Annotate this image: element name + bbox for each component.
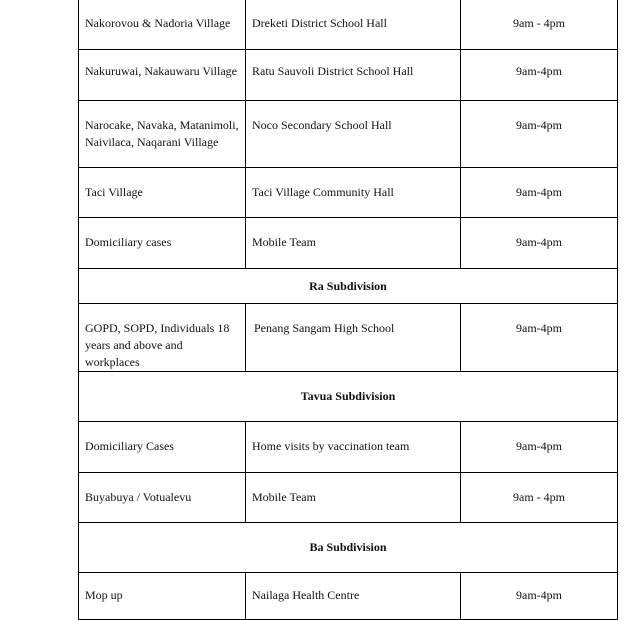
table-row <box>79 50 618 101</box>
time-cell: 9am-4pm <box>461 304 618 372</box>
section-header-row <box>79 372 618 422</box>
time-cell: 9am - 4pm <box>461 0 618 50</box>
area-cell: Domiciliary Cases <box>79 422 246 473</box>
section-title: Ba Subdivision <box>79 523 618 573</box>
table-row <box>79 168 618 218</box>
vaccination-schedule-table <box>78 0 618 620</box>
venue-cell: Ratu Sauvoli District School Hall <box>246 50 461 101</box>
area-cell: Mop up <box>79 573 246 620</box>
table-body <box>79 0 618 620</box>
area-cell: Buyabuya / Votualevu <box>79 473 246 523</box>
time-cell: 9am-4pm <box>461 50 618 101</box>
venue-cell: Mobile Team <box>246 218 461 269</box>
table-row <box>79 218 618 269</box>
venue-cell: Noco Secondary School Hall <box>246 101 461 168</box>
time-cell: 9am-4pm <box>461 218 618 269</box>
table-row <box>79 0 618 50</box>
venue-cell: Home visits by vaccination team <box>246 422 461 473</box>
area-cell: Domiciliary cases <box>79 218 246 269</box>
area-cell: Nakuruwai, Nakauwaru Village <box>79 50 246 101</box>
table-row <box>79 573 618 620</box>
venue-cell: Mobile Team <box>246 473 461 523</box>
section-header-row <box>79 523 618 573</box>
area-cell: Narocake, Navaka, Matanimoli, Naivilaca, Naqarani Village <box>79 101 246 168</box>
area-cell: Nakorovou & Nadoria Village <box>79 0 246 50</box>
time-cell: 9am-4pm <box>461 168 618 218</box>
area-cell: Taci Village <box>79 168 246 218</box>
section-header-row <box>79 269 618 304</box>
venue-cell: Dreketi District School Hall <box>246 0 461 50</box>
table-row <box>79 304 618 372</box>
venue-cell: Taci Village Community Hall <box>246 168 461 218</box>
time-cell: 9am - 4pm <box>461 473 618 523</box>
time-cell: 9am-4pm <box>461 573 618 620</box>
table-row <box>79 473 618 523</box>
area-cell: GOPD, SOPD, Individuals 18 years and above and workplaces <box>79 304 246 372</box>
table-row <box>79 422 618 473</box>
venue-cell: Nailaga Health Centre <box>246 573 461 620</box>
table-row <box>79 101 618 168</box>
section-title: Ra Subdivision <box>79 269 618 304</box>
time-cell: 9am-4pm <box>461 101 618 168</box>
time-cell: 9am-4pm <box>461 422 618 473</box>
venue-cell: Penang Sangam High School <box>246 304 461 372</box>
section-title: Tavua Subdivision <box>79 372 618 422</box>
